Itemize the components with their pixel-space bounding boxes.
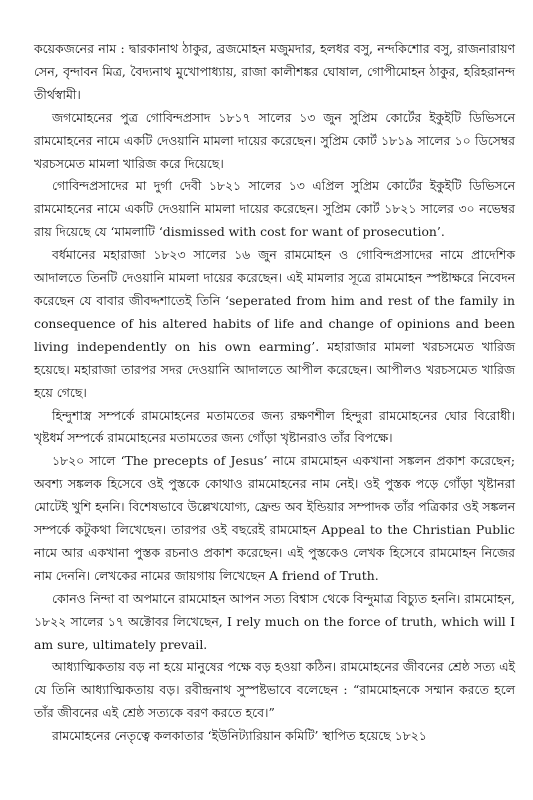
paragraph-opposition: হিন্দুশাস্ত্র সম্পর্কে রামমোহনের মতামতের জন্য রক্ষণশীল হিন্দুরা রামমোহনের ঘোর বিরোধী। খৃষ্টধর্ম সম্পর্কে রামমোহনের মতামতের জন্য গোঁড়া খৃষ্টানরাও তাঁর বিপক্ষে। (34, 407, 515, 446)
paragraph-force-of-truth: কোনও নিন্দা বা অপমানে রামমোহন আপন সত্য বিশ্বাস থেকে বিন্দুমাত্র বিচ্যুত হননি। রামমোহন, ১৮২২ সালের ১৭ অক্টোবর লিখেছেন, I rely much on the force of truth, which will I am sure, ultimately prevail. (34, 590, 515, 652)
paragraph-durga-devi-suit: গোবিন্দপ্রসাদের মা দুর্গা দেবী ১৮২১ সালের ১৩ এপ্রিল সুপ্রিম কোর্টের ইকুইটি ডিভিসনে রামমোহনের নামে একটি দেওয়ানি মামলা দায়ের করেছেন। সুপ্রিম কোর্ট ১৮২১ সালের ৩০ নভেম্বর রায় দিয়েছে যে ‘মামলাটি ‘dismissed with cost for want of prosecution’. (34, 178, 515, 240)
paragraph-precepts-of-jesus: ১৮২০ সালে ‘The precepts of Jesus’ নামে রামমোহন একখানা সঙ্কলন প্রকাশ করেছেন; অবশ্য সঙ্কলক হিসেবে ওই পুস্তকে কোথাও রামমোহনের নাম নেই। ওই পুস্তক পড়ে গোঁড়া খৃষ্টানরা মোটেই খুশি হননি। বিশেষভাবে উল্লেখযোগ্য, ফ্রেন্ড অব ইন্ডিয়ার সম্পাদক তাঁর পত্রিকার ওই সঙ্কলন সম্পর্কে কটুকথা লিখেছেন। তারপর ওই বছরেই রামমোহন Appeal to the Christian Public নামে আর একখানা পুস্তক রচনাও প্রকাশ করেছেন। এই পুস্তকেও লেখক হিসেবে রামমোহন নিজের নাম দেননি। লেখকের নামের জায়গায় লিখেছেন A friend of Truth. (34, 453, 515, 583)
paragraph-gobindaprasad-suit: জগমোহনের পুত্র গোবিন্দপ্রসাদ ১৮১৭ সালের ১৩ জুন সুপ্রিম কোর্টের ইকুইটি ডিভিসনে রামমোহনের নামে একটি দেওয়ানি মামলা দায়ের করেছেন। সুপ্রিম কোর্ট ১৮১৯ সালের ১০ ডিসেম্বর খরচসমেত মামলা খারিজ করে দিয়েছে। (34, 109, 515, 171)
paragraph-burdwan-maharaja-suit: বর্ধমানের মহারাজা ১৮২৩ সালের ১৬ জুন রামমোহন ও গোবিন্দপ্রসাদের নামে প্রাদেশিক আদালতে তিনটি দেওয়ানি মামলা দায়ের করেছেন। এই মামলার সূত্রে রামমোহন স্পষ্টাক্ষরে নিবেদন করেছেন যে বাবার জীবদ্দশাতেই তিনি ‘seperated from him and rest of the family in consequence of his altered habits of life and change of opinions and been living independently on his own earming’. মহারাজার মামলা খরচসমেত খারিজ হয়েছে। মহারাজা তারপর সদর দেওয়ানি আদালতে আপীল করেছেন। আপীলও খরচসমেত খারিজ হয়ে গেছে। (34, 247, 515, 400)
paragraph-spirituality: আধ্যাত্মিকতায় বড় না হয়ে মানুষের পক্ষে বড় হওয়া কঠিন। রামমোহনের জীবনের শ্রেষ্ঠ সত্য এই যে তিনি আধ্যাত্মিকতায় বড়। রবীন্দ্রনাথ সুস্পষ্টভাবে বলেছেন : “রামমোহনকে সম্মান করতে হলে তাঁর জীবনের এই শ্রেষ্ঠ সত্যকে বরণ করতে হবে।” (34, 659, 515, 721)
paragraph-unitarian-committee: রামমোহনের নেতৃত্বে কলকাতার ‘ইউনিট্যারিয়ান কমিটি’ স্থাপিত হয়েছে ১৮২১ (52, 728, 427, 744)
paragraph-names-list: কয়েকজনের নাম : দ্বারকানাথ ঠাকুর, ব্রজমোহন মজুমদার, হলধর বসু, নন্দকিশোর বসু, রাজনারায়ণ সেন, বৃন্দাবন মিত্র, বৈদ্যনাথ মুখোপাধ্যায়, রাজা কালীশঙ্কর ঘোষাল, গোপীমোহন ঠাকুর, হরিহরানন্দ তীর্থস্বামী। (34, 41, 515, 102)
